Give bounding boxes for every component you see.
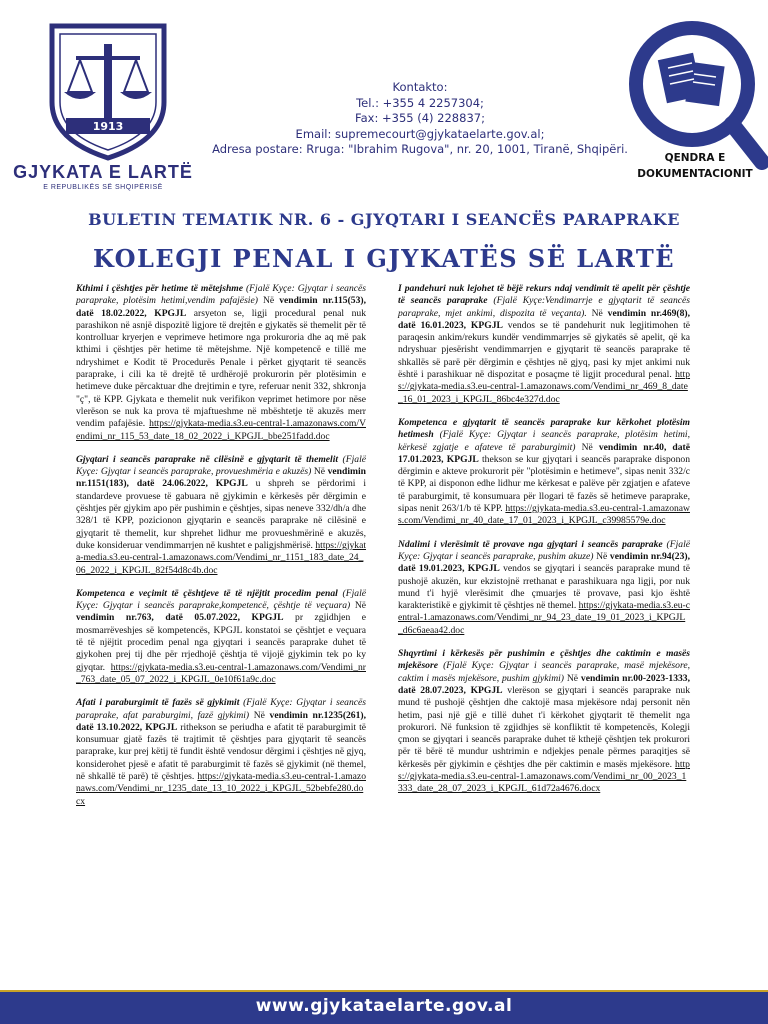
entry-reference: vendimin nr.115(53), datë 18.02.2022, KPGJL: [76, 295, 366, 319]
entry-link[interactable]: https://gjykata-media.s3.eu-central-1.amazonaws.com/Vendimi_nr_00_2023_1333_date_28_07_2023_i_KPGJL_61d72a4676.docx: [398, 758, 690, 795]
page-header: [0, 0, 768, 205]
svg-text:1913: 1913: [92, 120, 124, 133]
entry-keywords: (Fjalë Kyçe: Gjyqtar i seancës paraprake,kompetencë, çështje të veçuara): [76, 587, 366, 612]
contact-fax: Fax: +355 (4) 228837;: [355, 111, 485, 125]
decision-entry: [398, 417, 690, 528]
entry-heading: Gjyqtari i seancës paraprake në cilësinë e gjyqtarit të themelit: [76, 453, 339, 465]
decision-entry: [76, 454, 366, 577]
entry-reference: vendimin nr.763, datë 05.07.2022, KPGJL: [76, 612, 284, 624]
entry-link[interactable]: https://gjykata-media.s3.eu-central-1.amazonaws.com/Vendimi_nr_469_8_date_16_01_2023_i_KPGJL_86bc4e327d.doc: [398, 369, 691, 405]
entry-keywords: (Fjalë Kyçe: Gjyqtar i seancës paraprake, afat paraburgimi, fazë gjykimi): [76, 697, 367, 721]
entry-keywords: (Fjalë Kyçe: Gjyqtar i seancës paraprake, plotësim hetimi, kërkesë zgjatje e afateve të paraburgimit): [398, 429, 690, 453]
entry-keywords: (Fjalë Kyçe: Gjyqtar i seancës paraprake, pushim akuze): [398, 538, 690, 562]
entry-keywords: (Fjalë Kyçe:Vendimarrje e gjyqtarit të seancës paraprake, mjet ankimi, dispozita të veçanta).: [398, 295, 690, 319]
entry-body: pr zgjidhjen e mosmarrëveshjes së kompetencës, KPGJL konstatoi se çështjet e veçuara të të njëjtit procedim penal nga gjyqtari i seancës paraprake duhet të gjykohen prej tij dhe për rrjedhojë çështja të vijojë gjykimin tek po ky gjyqtar.: [76, 612, 367, 673]
entry-reference: vendimin nr.1235(261), datë 13.10.2022, KPGJL: [76, 709, 366, 733]
entry-heading: Shqyrtimi i kërkesës për pushimin e çështjes dhe caktimin e masës mjekësore: [398, 648, 690, 672]
entry-pre: Në: [354, 600, 366, 612]
entry-keywords: (Fjalë Kyçe: Gjyqtar i seancës paraprake, plotësim hetimi,vendim pafajësie): [76, 283, 366, 307]
entry-heading: Kompetenca e veçimit të çështjeve të të njëjtit procedim penal: [76, 587, 338, 599]
bulletin-title: BULETIN TEMATIK NR. 6 - GJYQTARI I SEANCËS PARAPRAKE: [88, 210, 680, 229]
decision-entry: [398, 283, 690, 406]
documentation-center-label: QENDRA E DOKUMENTACIONIT: [637, 152, 753, 180]
entry-pre: Në: [566, 672, 579, 684]
entry-reference: vendimin nr.469(8), datë 16.01.2023, KPGJL: [398, 307, 690, 331]
contact-tel: Tel.: +355 4 2257304;: [356, 95, 484, 110]
entry-keywords: (Fjalë Kyçe: Gjyqtar i seancës paraprake, masë mjekësore, caktim i masës mjekësore, pushim gjykimi): [398, 660, 690, 684]
entry-pre: Në: [253, 709, 265, 721]
entry-pre: Në: [591, 307, 603, 319]
entry-body: arsyeton se, ligji procedural penal nuk parashikon në asnjë dispozitë ligjore të drejtën e gjykatës së themelit për të kontrolluar kryerjen e veprimeve hetimore nga prokuroria dhe aq më pak kthimi i çështjes për hetime të mëtejshme. Një kompetencë e tillë me ndryshimet e Kodit të Procedurës Penale i përket gjyqtarit të seancës paraprake, i cili ka të drejtë të urdhërojë prokurorin për plotësimin e hetimeve duke përcaktuar dhe drejtimin e tyre, referuar nenit 332, shkronja "ç", të KPP. Gjykata e themelit nuk verifikon veprimet hetimore por nëse vlerëson se nuk ka prova të mjaftueshme në mbështetje të akuzës merr vendim pafajësie.: [76, 307, 366, 430]
entry-link[interactable]: https://gjykata-media.s3.eu-central-1.amazonaws.com/Vendimi_nr_40_date_17_01_2023_i_KPGJL_c39985579e.doc: [398, 503, 690, 527]
contact-email[interactable]: Email: supremecourt@gjykataelarte.gov.al;: [295, 126, 545, 141]
entry-pre: Në: [596, 550, 608, 562]
decision-entry: [76, 588, 366, 686]
footer-website-link[interactable]: www.gjykataelarte.gov.al: [255, 996, 513, 1016]
entry-link[interactable]: https://gjykata-media.s3.eu-central-1.amazonaws.com/Vendimi_nr_1235_date_13_10_2022_i_KPGJL_52bebfe280.docx: [76, 770, 366, 807]
right-column: [398, 283, 690, 807]
decision-entry: [76, 697, 366, 808]
contact-block: [200, 80, 640, 158]
contact-address: Adresa postare: Rruga: "Ibrahim Rugova", nr. 20, 1001, Tiranë, Shqipëri.: [212, 142, 628, 156]
entry-pre: Në: [262, 295, 275, 307]
decision-entry: [398, 648, 690, 796]
entry-heading: Ndalimi i vlerësimit të provave nga gjyqtari i seancës paraprake: [398, 538, 663, 550]
entry-body: rithekson se periudha e afatit të paraburgimit të konsumuar gjatë fazës të trajtimit të çështjes para gjyqtarit të seancës paraprake, kur prej këtij të fundit është vendosur dërgimi i çështjes në gjyq, konsiderohet pjesë e afatit të paraburgimit të fazës së gjykimit (në themel, në shkallë të parë) të çështjes.: [76, 721, 366, 782]
entry-body: vlerëson se gjyqtari i seancës paraprake nuk mund të pushojë çështjen dhe caktojë masa mjekësore ndaj personit nën hetim, pasi një gjë e tillë duhet t'i kërkohet gjyqtarit të themelit nga prokurori. Në funksion të zgjidhjes së konfliktit të kompetencës, Kolegji çmon se gjyqtari i seancës paraprake duhet të kthejë çështjen tek prokurori për të bërë të mundur ushtrimin e ndjekjes penale përmes paraqitjes së kërkesës për gjykimin e çështjes dhe për caktimin e masës mjekësore.: [398, 684, 691, 770]
entry-reference: vendimin nr.00-2023-1333, datë 28.07.2023, KPGJL: [398, 672, 691, 696]
entry-reference: vendimin nr.94(23), datë 19.01.2023, KPGJL: [398, 550, 690, 575]
entry-body: vendos se të pandehurit nuk legjitimohen të paraqesin ankim/rekurs kundër vendimmarrjes së gjykatës së apelit, që ka ndryshuar pjesërisht vendimmarrjen e gjyqtarit të seancës paraprake të shkallës së parë për dërgimin e çështjes në gjyq, pasi ky mjet ankimi nuk është i parashikuar në dispozitat e posaçme të ligjit procedural penal.: [398, 319, 691, 381]
entry-link[interactable]: https://gjykata-media.s3.eu-central-1.amazonaws.com/Vendimi_nr_763_date_05_07_2022_i_KPGJL_0e10f61a9c.doc: [76, 661, 366, 685]
entry-heading: Afati i paraburgimit të fazës së gjykimit: [76, 697, 240, 709]
contact-label: Kontakto:: [392, 80, 448, 94]
entry-heading: Kompetenca e gjyqtarit të seancës paraprake kur kërkohet plotësim hetimesh: [398, 416, 690, 441]
entry-heading: I pandehuri nuk lejohet të bëjë rekurs ndaj vendimit të apelit për çështje të seancës paraprake: [398, 283, 690, 307]
court-name: GJYKATA E LARTË: [13, 162, 193, 182]
court-subtitle: E REPUBLIKËS SË SHQIPËRISË: [43, 184, 163, 191]
entry-pre: Në: [313, 466, 326, 478]
entry-body: vendos se gjyqtari i seancës paraprake mund të pushojë akuzën, kur ekzistojnë rrethanat e parashikuara nga ligji, por nuk mund t'i hyjë vlerësimit dhe çmuarjes të provave, pasi kjo është karakteristikë e gjykimit të çështjes në themel.: [398, 563, 690, 612]
entry-pre: Në: [581, 441, 593, 453]
entry-body: thekson se kur gjyqtari i seancës paraprake disponon dërgimin e akteve prokurorit për "plotësimin e hetimeve", sipas nenit 332/c të KPP, ai disponon edhe lidhur me kërkesat e palëve për zgjatjen e afateve të paraburgimit, të konsumuara për llogari të fazës së hetimeve paraprake, sipas nenit 263/1/b të KPP.: [398, 453, 690, 515]
entry-link[interactable]: https://gjykata-media.s3.eu-central-1.amazonaws.com/Vendimi_nr_94_23_date_19_01_2023_i_KPGJL_d6c6aeaa42.doc: [398, 600, 691, 636]
entry-heading: Kthimi i çështjes për hetime të mëtejshme: [76, 283, 244, 294]
entry-link[interactable]: https://gjykata-media.s3.eu-central-1.amazonaws.com/Vendimi_nr_115_53_date_18_02_2022_i_KPGJL_bbe251fadd.doc: [76, 418, 366, 442]
entry-body: u shpreh se përdorimi i standardeve provuese të gabuara në gjykimin e kërkesës për dërgimin e çështjes për gjykim apo për pushimin e çështjes, sipas neneve 332/dh/a dhe 328/1 të KPP, pozicionon gjyqtarin e seancës paraprake në cilësinë e gjyqtarit të themelit, kur shprehet lidhur me provueshmërinë e akuzës, duke konsideruar vendimmarrjen në kushtet e paligjshmërisë.: [76, 478, 367, 551]
entry-keywords: (Fjalë Kyçe: Gjyqtar i seancës paraprake, provueshmëria e akuzës): [76, 453, 366, 478]
entry-reference: vendimin nr.1151(183), datë 24.06.2022, KPGJL: [76, 466, 366, 490]
left-column: [76, 283, 366, 819]
college-title: KOLEGJI PENAL I GJYKATËS SË LARTË: [92, 244, 676, 273]
entry-reference: vendimin nr.40, datë 17.01.2023, KPGJL: [398, 441, 690, 465]
court-emblem-icon: [46, 22, 170, 162]
decision-entry: [76, 283, 366, 443]
decision-entry: [398, 539, 690, 637]
entry-link[interactable]: https://gjykata-media.s3.eu-central-1.amazonaws.com/Vendimi_nr_1151_183_date_24_06_2022_i_KPGJL_82f54d8c4b.doc: [76, 539, 367, 576]
